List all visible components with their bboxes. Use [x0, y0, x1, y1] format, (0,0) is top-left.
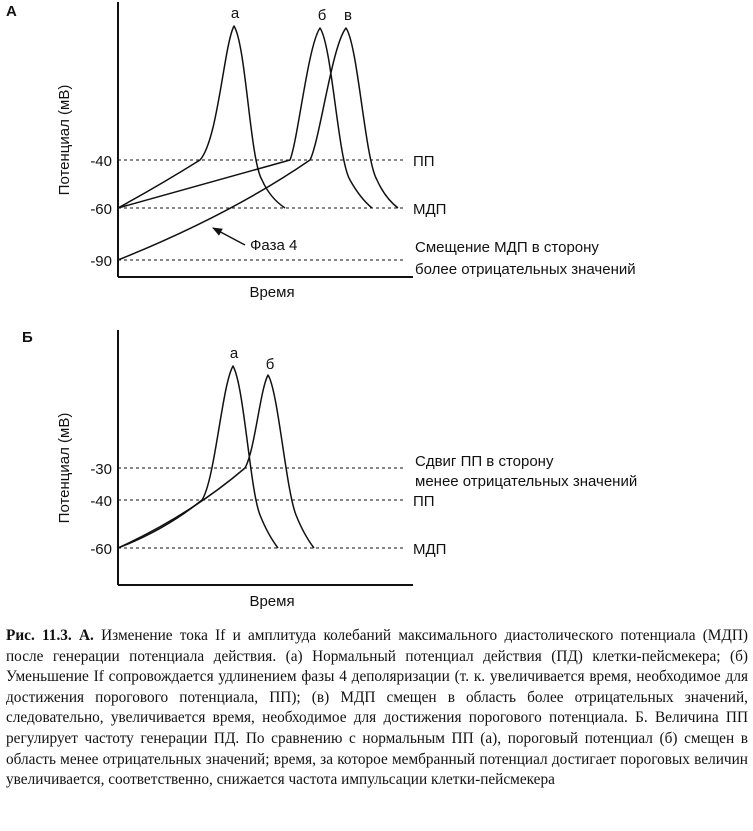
panel-b — [22, 329, 637, 610]
panel-a-curve-label-b: б — [317, 7, 327, 24]
caption-text: Изменение тока If и амплитуда колебаний максимального диастолического потенциала (МДП) после генерации потенциала действия. (а) Нормальный потенциал действия (ПД) клетки-пейсмекера; (б) Уменьшение If сопровождается удлинением фазы 4 деполяризации (т. к. увеличивается время, необходимое для достижения порогового потенциала, ПП); (в) МДП смещен в область более отрицательных значений, следовательно, увеличивается время, необходимое для достижения порогового потенциала. Б. Величина ПП регулирует частоту генерации ПД. По сравнению с нормальным ПП (а), пороговый потенциал (б) смещен в область менее отрицательных значений; время, за которое мембранный потенциал достигает пороговых величин увеличивается, соответственно, снижается частота импульсации клетки-пейсмекера — [6, 627, 748, 789]
figure-caption — [6, 626, 748, 791]
panel-a-curve-a — [118, 26, 285, 208]
panel-a-curve-b — [118, 28, 372, 208]
panel-a-curve-c — [118, 28, 398, 260]
panel-a-shift-note-line1: Смещение МДП в сторону — [415, 239, 599, 256]
panel-b-y-axis-label: Потенциал (мВ) — [56, 412, 73, 524]
panel-a-mdp-label: МДП — [413, 201, 447, 218]
panel-b-tick-minus30: -30 — [90, 461, 112, 478]
panel-b-x-axis-label: Время — [249, 593, 295, 610]
panel-a-tick-minus90: -90 — [90, 253, 112, 270]
panel-a-tick-minus40: -40 — [90, 153, 112, 170]
panel-a-threshold-label: ПП — [413, 153, 435, 170]
panel-a-tick-minus60: -60 — [90, 201, 112, 218]
panel-a-curve-label-c: в — [344, 7, 352, 24]
panel-a-phase4-arrow — [213, 228, 245, 245]
panel-a-letter: А — [6, 3, 17, 20]
panel-b-tick-minus40: -40 — [90, 493, 112, 510]
panel-a-y-axis-label: Потенциал (мВ) — [56, 84, 73, 196]
panel-a — [6, 2, 636, 301]
panel-b-curve-b — [118, 375, 314, 548]
panel-b-threshold-label: ПП — [413, 493, 435, 510]
panel-b-mdp-label: МДП — [413, 541, 447, 558]
panel-b-shift-note-line1: Сдвиг ПП в сторону — [415, 453, 554, 470]
panel-b-curve-label-a: а — [229, 345, 239, 362]
panel-b-curve-a — [118, 366, 278, 548]
panel-a-phase4-label: Фаза 4 — [250, 237, 298, 254]
panel-b-curve-label-b: б — [265, 356, 275, 373]
panel-a-shift-note-line2: более отрицательных значений — [415, 261, 636, 278]
panel-a-x-axis-label: Время — [249, 284, 295, 301]
panel-b-shift-note-line2: менее отрицательных значений — [415, 473, 638, 490]
panel-b-tick-minus60: -60 — [90, 541, 112, 558]
caption-lead: Рис. 11.3. А. — [6, 627, 94, 644]
panel-a-curve-label-a: а — [230, 5, 240, 22]
panel-b-letter: Б — [22, 329, 33, 346]
